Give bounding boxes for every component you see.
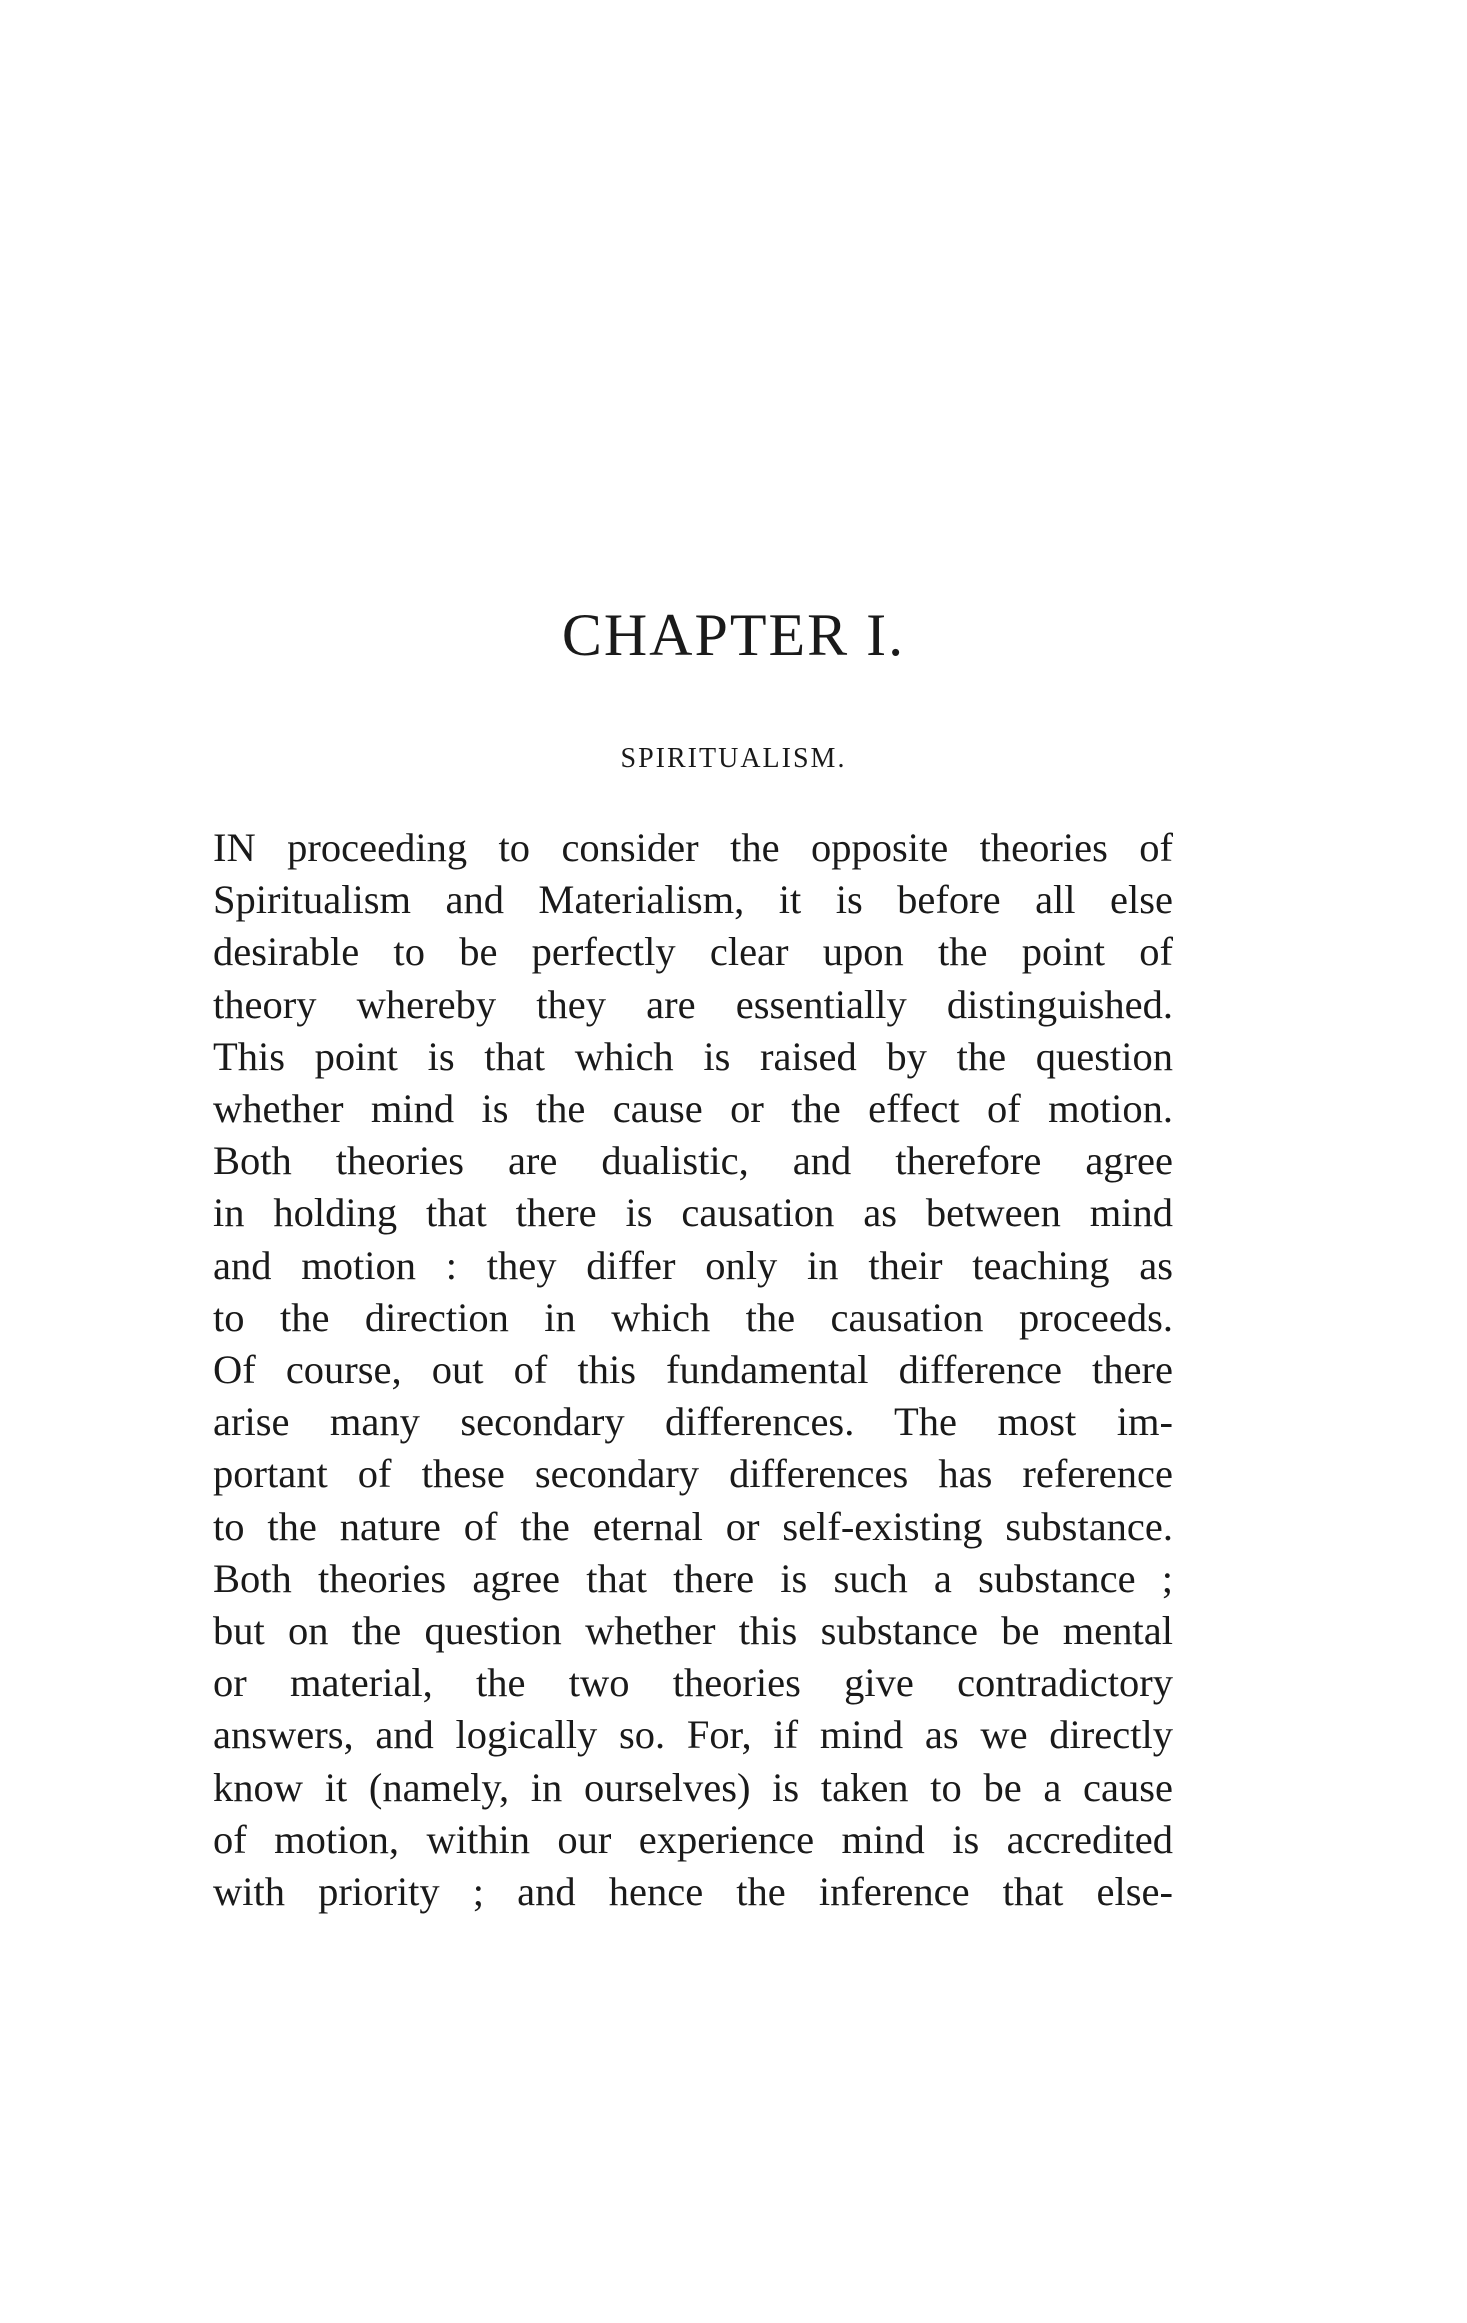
text-line: This point is that which is raised by the question: [213, 1033, 1173, 1079]
text-line: and motion : they differ only in their teaching as: [213, 1242, 1173, 1288]
section-title: SPIRITUALISM.: [620, 743, 847, 774]
text-line: Both theories are dualistic, and therefore agree: [213, 1138, 1173, 1184]
text-line: [213, 822, 1173, 874]
text-line-content: proceeding to consider the opposite theories of: [255, 825, 1173, 870]
text-line: or material, the two theories give contradictory: [213, 1660, 1173, 1706]
body-paragraph: [213, 822, 1173, 1918]
chapter-heading: CHAPTER I.: [561, 602, 906, 668]
text-line: whether mind is the cause or the effect of motion.: [213, 1086, 1173, 1132]
text-line: with priority ; and hence the inference that else-: [213, 1869, 1173, 1915]
text-line: know it (namely, in ourselves) is taken to be a cause: [213, 1764, 1173, 1810]
text-line: portant of these secondary differences has reference: [213, 1451, 1173, 1497]
text-line: arise many secondary differences. The most im-: [213, 1399, 1173, 1445]
text-line: theory whereby they are essentially distinguished.: [213, 981, 1173, 1027]
text-line: desirable to be perfectly clear upon the point of: [213, 929, 1173, 975]
text-line: Both theories agree that there is such a substance ;: [213, 1555, 1173, 1601]
text-line: answers, and logically so. For, if mind as we directly: [213, 1712, 1173, 1758]
text-line: Spiritualism and Materialism, it is before all else: [213, 877, 1173, 923]
text-line: of motion, within our experience mind is accredited: [213, 1816, 1173, 1862]
text-line: to the nature of the eternal or self-existing substance.: [213, 1503, 1173, 1549]
text-line: but on the question whether this substance be mental: [213, 1608, 1173, 1654]
text-line: Of course, out of this fundamental difference there: [213, 1347, 1173, 1393]
text-line: in holding that there is causation as between mind: [213, 1190, 1173, 1236]
text-line: to the direction in which the causation proceeds.: [213, 1294, 1173, 1340]
drop-initial: IN: [213, 825, 256, 870]
